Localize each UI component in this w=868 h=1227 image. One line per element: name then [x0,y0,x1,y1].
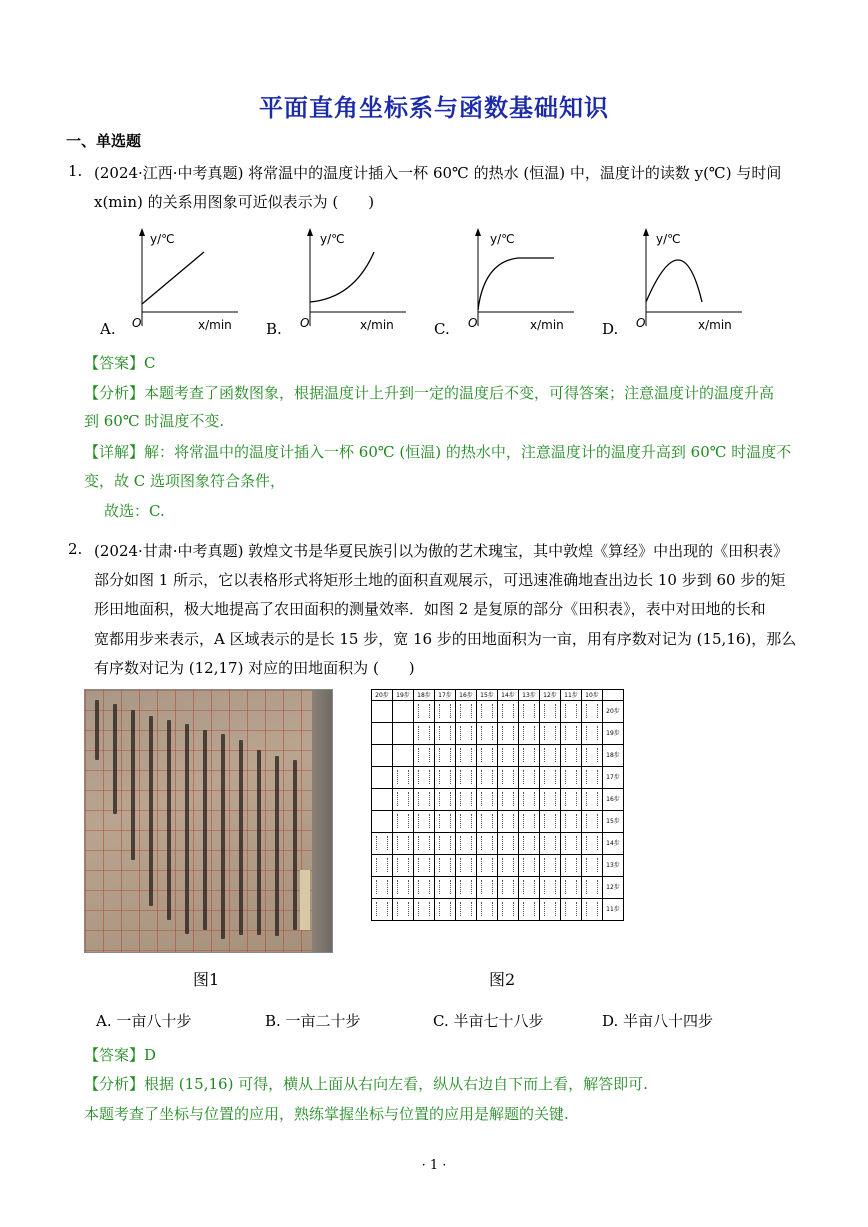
table-cell [393,767,414,789]
table-row [372,811,624,833]
table-cell [561,767,582,789]
table-row [372,723,624,745]
row-label-cell: 19步 [603,723,624,745]
table-header-cell: 13步 [519,690,540,701]
table-cell [519,789,540,811]
graph-b-svg [294,226,424,336]
table-cell [456,833,477,855]
table-cell [372,899,393,921]
table-cell [498,745,519,767]
table-cell [393,701,414,723]
q1-detail-line1: 【详解】解：将常温中的温度计插入一杯 60℃ (恒温) 的热水中，注意温度计的温度升高到 60℃ 时温度不 [84,443,792,461]
graph-c-ylabel: y/℃ [490,232,515,246]
page-number: · 1 · [421,1158,447,1173]
table-header-cell: 15步 [477,690,498,701]
table-cell [582,811,603,833]
table-cell [456,745,477,767]
table-cell [393,745,414,767]
table-header-cell: 12步 [540,690,561,701]
q2-stem-line2: 部分如图 1 所示，它以表格形式将矩形土地的面积直观展示，可迅速准确地查出边长 10 步到 60 步的矩 [94,571,786,589]
table-cell [372,767,393,789]
option-label: B. [266,320,282,338]
graph-d-xlabel: x/min [698,318,732,332]
q2-stem-line1: (2024·甘肃·中考真题) 敦煌文书是华夏民族引以为傲的艺术瑰宝，其中敦煌《算经》中出现的《田积表》 [94,542,789,560]
figure2-caption: 图2 [489,970,516,989]
table-header-cell: 17步 [435,690,456,701]
graph-option-b[interactable] [264,226,424,341]
table-cell [582,745,603,767]
table-cell [393,723,414,745]
table-cell [414,899,435,921]
table-cell [519,723,540,745]
table-cell [435,899,456,921]
table-cell [498,855,519,877]
table-cell [540,745,561,767]
table-cell [414,723,435,745]
table-cell [393,833,414,855]
table-cell [477,877,498,899]
table-cell [456,767,477,789]
q2-number: 2. [68,540,83,558]
table-cell [540,811,561,833]
table-cell [372,833,393,855]
graph-d-origin: O [636,316,646,330]
table-cell [435,701,456,723]
table-cell [498,899,519,921]
table-cell [540,855,561,877]
table-cell [435,789,456,811]
table-cell [477,745,498,767]
table-cell [414,855,435,877]
row-label-cell: 16步 [603,789,624,811]
q2-analysis-line1: 【分析】根据 (15,16) 可得，横从上面从右向左看，纵从右边自下而上看，解答即可. [84,1075,648,1093]
table-cell [456,701,477,723]
table-row [372,899,624,921]
table-cell [414,767,435,789]
table-cell [414,833,435,855]
table-cell [519,745,540,767]
table-cell [477,811,498,833]
q2-option-a[interactable]: A. 一亩八十步 [96,1012,192,1030]
table-cell [561,811,582,833]
graph-a-xlabel: x/min [198,318,232,332]
table-cell [414,789,435,811]
table-cell [477,899,498,921]
graph-c-origin: O [468,316,478,330]
table-cell [372,855,393,877]
table-cell [498,723,519,745]
q2-option-c[interactable]: C. 半亩七十八步 [433,1012,544,1030]
page-title: 平面直角坐标系与函数基础知识 [259,94,609,122]
table-cell [498,767,519,789]
table-cell [435,723,456,745]
q1-stem-line2: x(min) 的关系用图象可近似表示为 ( ) [94,193,375,211]
table-cell [456,877,477,899]
table-cell [498,701,519,723]
table-cell [519,899,540,921]
q2-stem-line4: 宽都用步来表示，A 区域表示的是长 15 步，宽 16 步的田地面积为一亩，用有序数对记为 (15,16)，那么 [94,630,797,648]
table-cell [372,811,393,833]
q2-stem-line3: 形田地面积，极大地提高了农田面积的测量效率．如图 2 是复原的部分《田积表》，表中对田地的长和 [94,600,766,618]
table-cell [540,789,561,811]
table-cell [393,855,414,877]
table-cell [519,811,540,833]
table-cell [477,855,498,877]
table-cell [435,767,456,789]
graph-d-ylabel: y/℃ [656,232,681,246]
table-header-cell: 16步 [456,690,477,701]
table-cell [414,701,435,723]
table-cell [582,855,603,877]
table-cell [540,877,561,899]
table-cell [561,899,582,921]
q1-choose: 故选：C. [104,502,165,520]
table-cell [561,723,582,745]
table-cell [582,899,603,921]
table-cell [435,855,456,877]
row-label-cell: 15步 [603,811,624,833]
table-cell [372,701,393,723]
table-cell [540,833,561,855]
q2-stem-line5: 有序数对记为 (12,17) 对应的田地面积为 ( ) [94,659,415,677]
table-cell [561,855,582,877]
q1-detail-line2: 变，故 C 选项图象符合条件， [84,472,286,490]
table-header-cell: 19步 [393,690,414,701]
table-header-cell: 14步 [498,690,519,701]
table-cell [456,723,477,745]
table-cell [561,789,582,811]
graph-b-origin: O [300,316,310,330]
table-cell [414,745,435,767]
table-cell [519,833,540,855]
table-cell [498,789,519,811]
table-cell [582,767,603,789]
table-row [372,789,624,811]
table-cell [561,877,582,899]
graph-d-svg [630,226,760,336]
graph-option-c[interactable] [432,226,592,341]
table-row [372,745,624,767]
table-cell [414,811,435,833]
graph-a-ylabel: y/℃ [150,232,175,246]
table-cell [456,789,477,811]
table-cell [372,877,393,899]
table-header-cell: 11步 [561,690,582,701]
section-heading: 一、单选题 [66,132,142,150]
graph-a-origin: O [132,316,142,330]
graph-c-xlabel: x/min [530,318,564,332]
option-label: C. [434,320,450,338]
table-cell [582,723,603,745]
row-label-cell: 12步 [603,877,624,899]
table-cell [393,811,414,833]
row-label-cell: 13步 [603,855,624,877]
table-cell [435,745,456,767]
table-cell [519,701,540,723]
q2-answer: 【答案】D [84,1046,157,1064]
table-cell [456,855,477,877]
table-cell [477,767,498,789]
table-header-cell: 10步 [582,690,603,701]
table-cell [540,767,561,789]
table-cell [498,811,519,833]
table-cell [582,877,603,899]
q2-option-d[interactable]: D. 半亩八十四步 [602,1012,714,1030]
table-cell [519,855,540,877]
row-label-cell: 20步 [603,701,624,723]
table-cell [414,877,435,899]
table-cell [372,745,393,767]
q1-number: 1. [68,162,83,180]
figure1-manuscript-photo [84,689,333,953]
graph-b-xlabel: x/min [360,318,394,332]
table-cell [477,701,498,723]
table-cell [393,899,414,921]
table-cell [477,789,498,811]
graph-a-svg [126,226,256,336]
table-cell [582,701,603,723]
table-cell [456,811,477,833]
table-cell [561,833,582,855]
figure2-table [371,689,624,921]
table-cell [372,723,393,745]
table-cell [540,701,561,723]
table-header-cell: 20步 [372,690,393,701]
q1-analysis-line1: 【分析】本题考查了函数图象，根据温度计上升到一定的温度后不变，可得答案；注意温度计的温度升高 [84,384,775,402]
table-header-cell: 18步 [414,690,435,701]
table-row [372,877,624,899]
table-cell [561,701,582,723]
q1-stem-line1: (2024·江西·中考真题) 将常温中的温度计插入一杯 60℃ 的热水 (恒温) 中，温度计的读数 y(℃) 与时间 [94,164,782,182]
table-cell [393,789,414,811]
row-label-cell: 18步 [603,745,624,767]
row-label-cell: 17步 [603,767,624,789]
q1-graphs [96,226,776,346]
table-row [372,855,624,877]
table-cell [372,789,393,811]
table-cell [519,877,540,899]
option-label: A. [100,320,116,338]
row-label-cell: 11步 [603,899,624,921]
table-cell [435,833,456,855]
table-cell [477,833,498,855]
table-cell [582,789,603,811]
q2-option-b[interactable]: B. 一亩二十步 [265,1012,361,1030]
graph-c-svg [462,226,592,336]
table-cell [498,833,519,855]
table-cell [498,877,519,899]
table-row [372,767,624,789]
graph-b-ylabel: y/℃ [320,232,345,246]
table-cell [519,767,540,789]
table-cell [435,811,456,833]
table-cell [393,877,414,899]
graph-option-d[interactable] [600,226,776,341]
q1-analysis-line2: 到 60℃ 时温度不变. [84,412,225,430]
option-label: D. [602,320,619,338]
figure1-caption: 图1 [193,970,220,989]
q2-analysis-line2: 本题考查了坐标与位置的应用，熟练掌握坐标与位置的应用是解题的关键. [84,1105,569,1123]
table-cell [540,899,561,921]
q1-answer: 【答案】C [84,354,156,372]
table-cell [477,723,498,745]
row-label-cell: 14步 [603,833,624,855]
graph-option-a[interactable] [96,226,256,341]
table-cell [561,745,582,767]
table-cell [582,833,603,855]
table-cell [540,723,561,745]
table-row [372,833,624,855]
table-cell [435,877,456,899]
table-cell [456,899,477,921]
table-row [372,701,624,723]
table-header-cell [603,690,624,701]
